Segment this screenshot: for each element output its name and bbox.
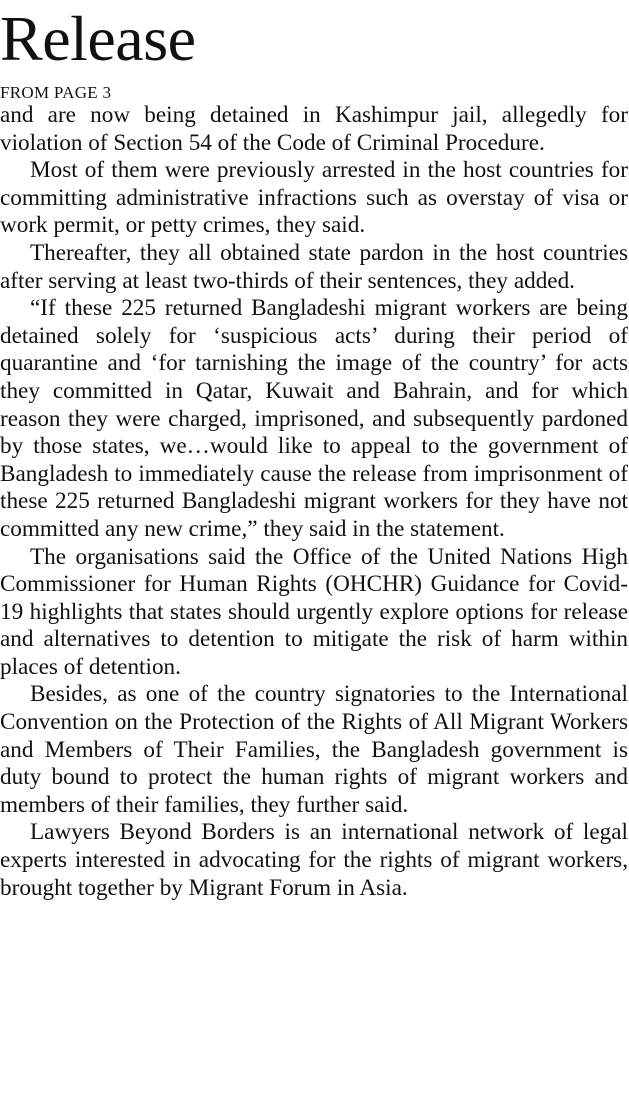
continued-from-label: FROM PAGE 3: [0, 83, 112, 102]
article-paragraph: and are now being detained in Kashimpur jail, allegedly for violation of Section 54 of the Code of Criminal Procedure.: [0, 102, 628, 156]
article-paragraph: Most of them were previously arrested in the host countries for committing administrative infractions such as overstay of visa or work permit, or petty crimes, they said.: [0, 157, 628, 239]
article-body: [0, 102, 629, 902]
article-paragraph: Lawyers Beyond Borders is an international network of legal experts interested in advocating for the rights of migrant workers, brought together by Migrant Forum in Asia.: [0, 819, 628, 901]
article-headline: Release: [0, 3, 196, 74]
article-paragraph: Thereafter, they all obtained state pardon in the host countries after serving at least two-thirds of their sentences, they added.: [0, 239, 628, 294]
article-paragraph: “If these 225 returned Bangladeshi migrant workers are being detained solely for ‘suspicious acts’ during their period of quarantine and ‘for tarnishing the image of the country’ for acts they committed in Qatar, Kuwait and Bahrain, and for which reason they were charged, imprisoned, and subsequently pardoned by those states, we…would like to appeal to the government of Bangladesh to immediately cause the release from imprisonment of these 225 returned Bangladeshi migrant workers for they have not committed any new crime,” they said in the statement.: [0, 295, 628, 542]
article-paragraph: Besides, as one of the country signatories to the International Convention on the Protection of the Rights of All Migrant Workers and Members of Their Families, the Bangladesh government is duty bound to protect the human rights of migrant workers and members of their families, they further said.: [0, 681, 628, 818]
article-paragraph: The organisations said the Office of the United Nations High Commissioner for Human Rights (OHCHR) Guidance for Covid-19 highlights that states should urgently explore options for release and alternatives to detention to mitigate the risk of harm within places of detention.: [0, 543, 628, 680]
